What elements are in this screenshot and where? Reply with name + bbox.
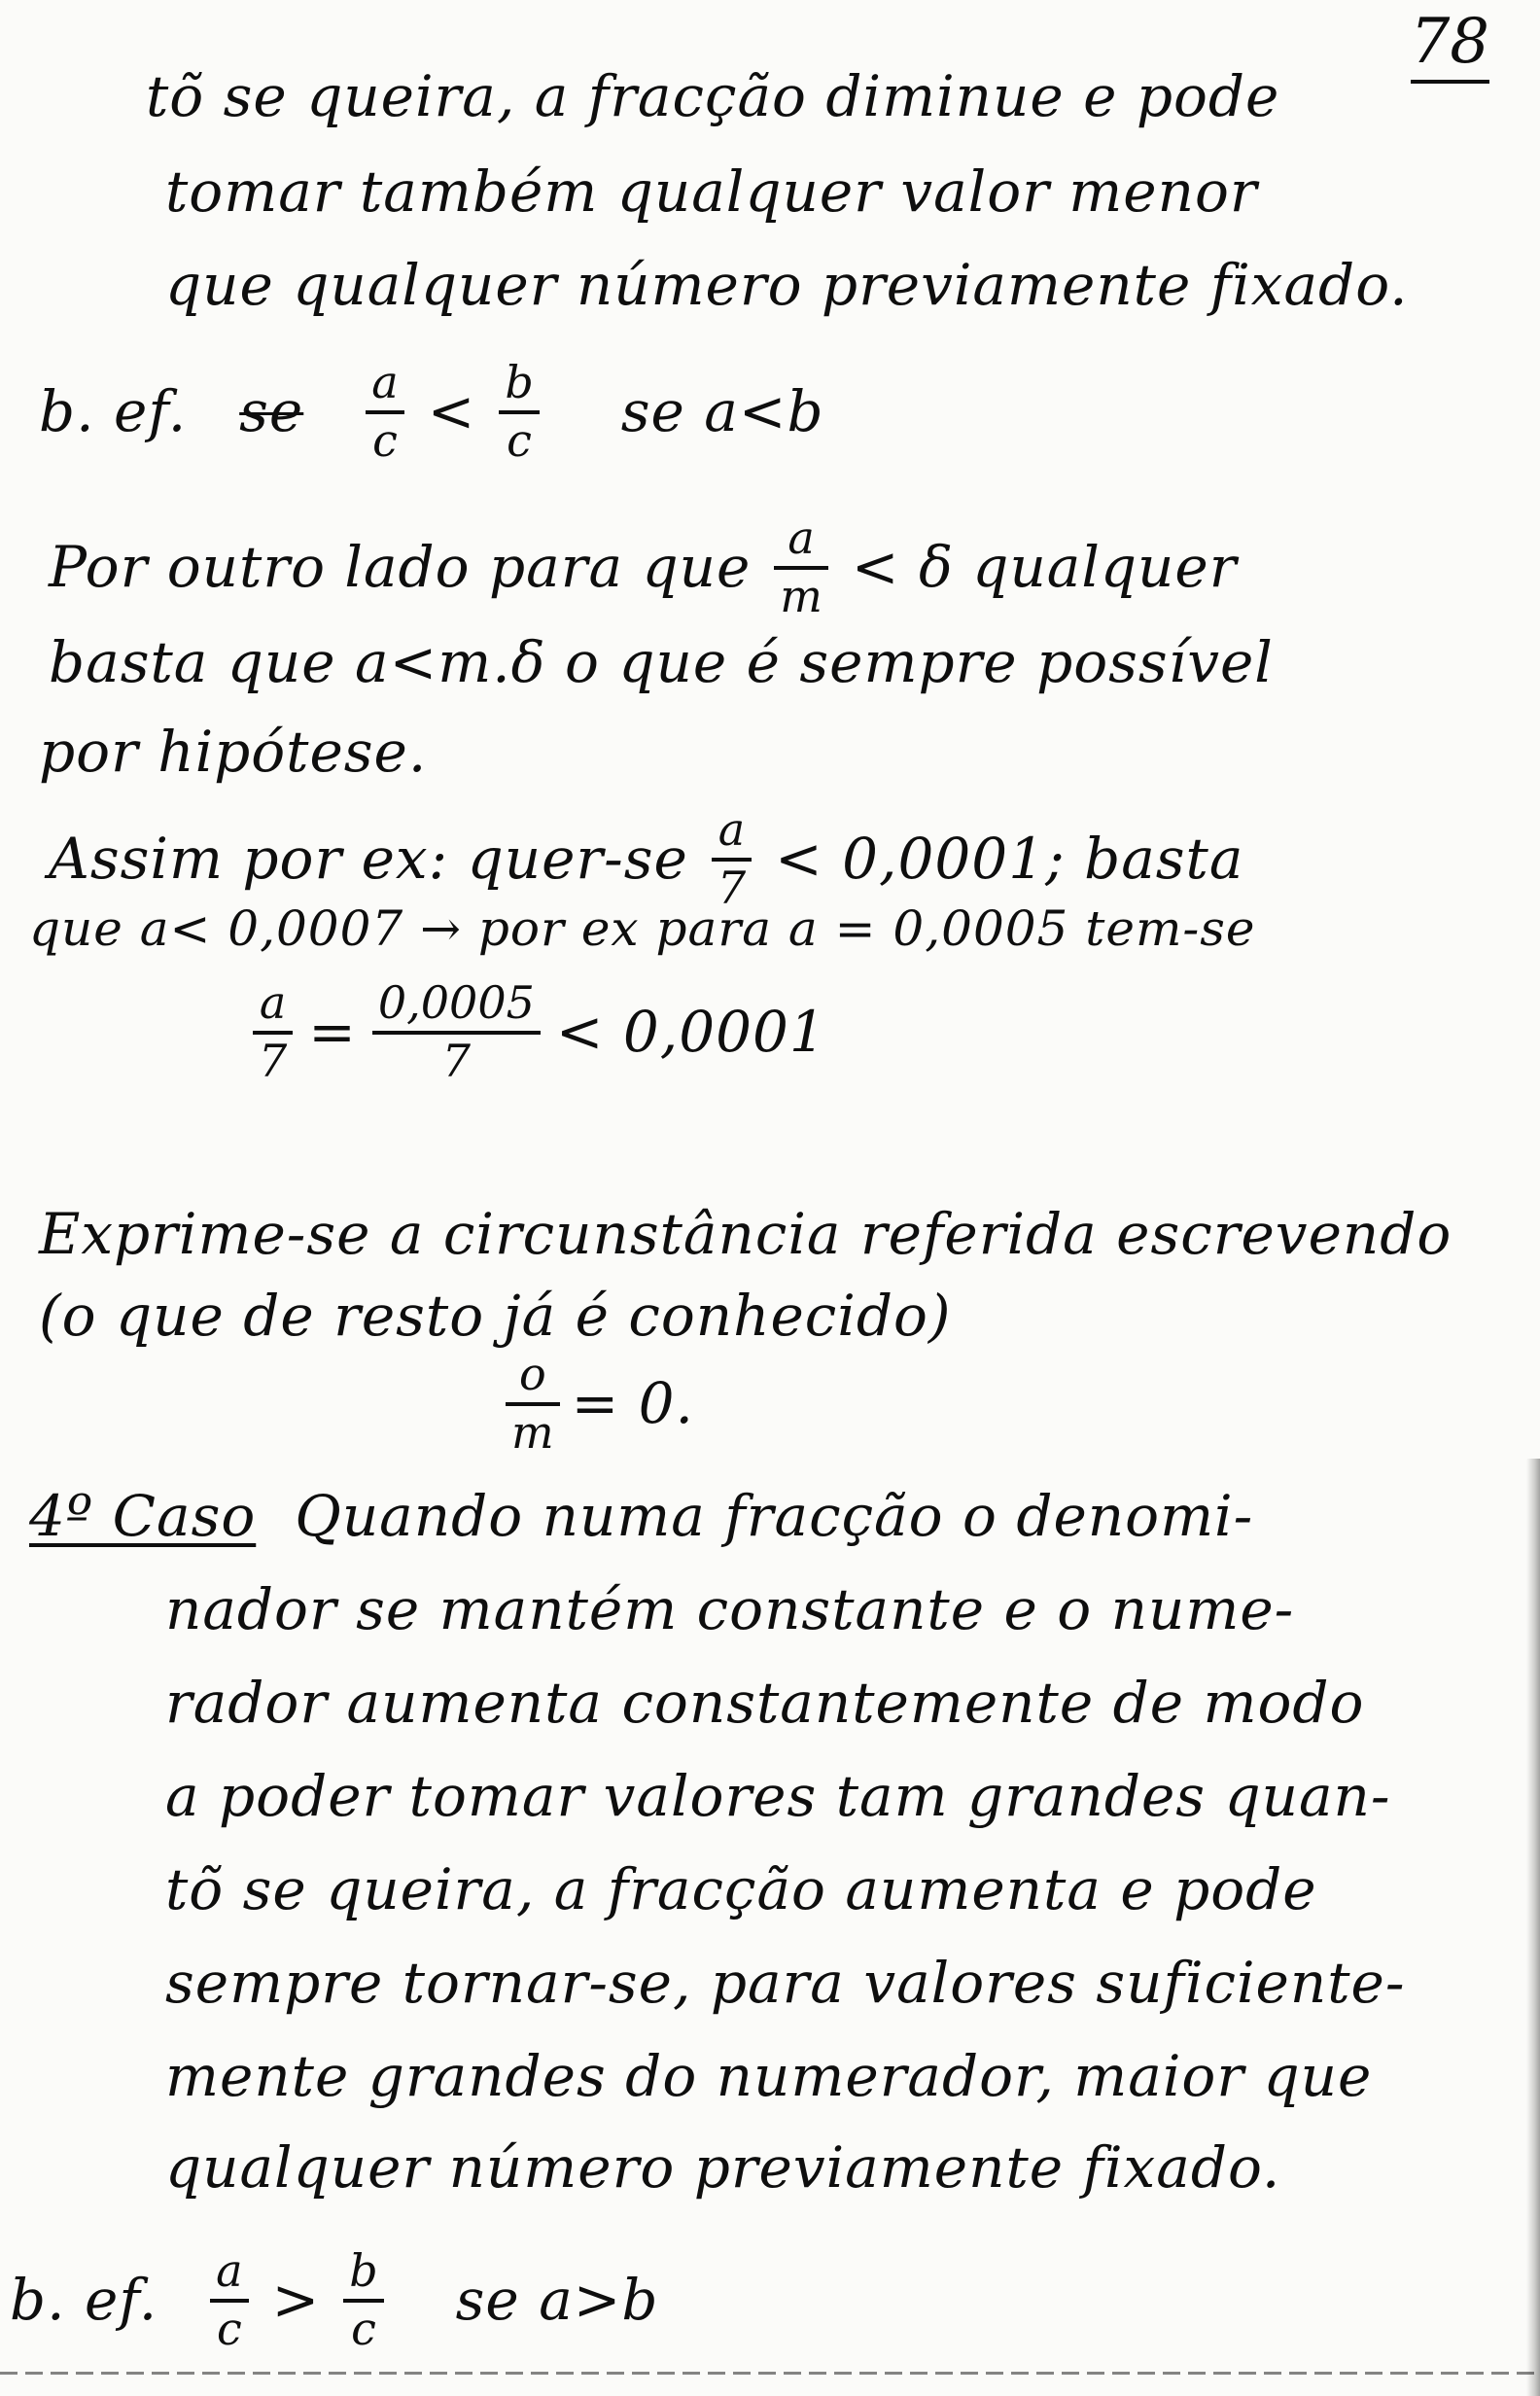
case-heading: 4º Caso bbox=[29, 1483, 257, 1549]
text-line-6: basta que a<m.δ o que é sempre possível bbox=[49, 629, 1274, 695]
text-line-7: por hipótese. bbox=[39, 719, 428, 785]
text-line-18: tõ se queira, a fracção aumenta e pode bbox=[165, 1856, 1317, 1922]
struck-word: se bbox=[239, 378, 304, 444]
text-line-12: (o que de resto já é conhecido) bbox=[39, 1283, 952, 1349]
scan-bottom-edge bbox=[0, 2372, 1540, 2375]
fraction-b-over-c-second: $\frac{b}{c}$ bbox=[343, 2248, 383, 2351]
fraction-b-over-c: $\frac{b}{c}$ bbox=[499, 360, 539, 463]
text-line-21: qualquer número previamente fixado. bbox=[165, 2134, 1281, 2201]
text-line-20: mente grandes do numerador, maior que bbox=[165, 2043, 1373, 2109]
example-line-2 bbox=[10, 2244, 659, 2355]
fraction-value-over-7: $\frac{0,0005}{7}$ bbox=[372, 980, 541, 1083]
example-prefix: b. ef. bbox=[39, 378, 188, 444]
fraction-a-over-7: $\frac{a}{7}$ bbox=[712, 807, 752, 910]
text-line-5: Por outro lado para que $\frac{a}{m}$ < δ qualquer bbox=[49, 511, 1238, 622]
example-line-1 bbox=[39, 356, 824, 467]
text-line-14: 4º Caso Quando numa fracção o denomi- bbox=[29, 1483, 1254, 1549]
fraction-o-over-m: $\frac{o}{m}$ bbox=[506, 1352, 560, 1455]
example-prefix-2: b. ef. bbox=[10, 2267, 158, 2333]
less-than-symbol: < bbox=[427, 378, 476, 444]
scan-edge-shadow bbox=[1526, 1459, 1540, 2396]
text-line-15: nador se mantém constante e o nume- bbox=[165, 1576, 1295, 1642]
text-line-2: tomar também qualquer valor menor bbox=[165, 159, 1258, 225]
page-number: 78 bbox=[1411, 6, 1489, 84]
text-line-1: tõ se queira, a fracção diminue e pode bbox=[146, 63, 1280, 129]
text-line-8: Assim por ex: quer-se $\frac{a}{7}$ < 0,0001; basta bbox=[49, 803, 1244, 914]
equation-line: $\frac{a}{7}$ = $\frac{0,0005}{7}$ < 0,0001 bbox=[253, 980, 826, 1083]
fraction-a-over-c-second: $\frac{a}{c}$ bbox=[210, 2248, 248, 2351]
limit-equation: $\frac{o}{m}$ = 0. bbox=[506, 1352, 694, 1455]
text-line-3: que qualquer número previamente fixado. bbox=[165, 252, 1409, 318]
text-line-17: a poder tomar valores tam grandes quan- bbox=[165, 1763, 1391, 1829]
text-line-9: que a< 0,0007 → por ex para a = 0,0005 tem-se bbox=[29, 900, 1256, 957]
fraction-a-over-c: $\frac{a}{c}$ bbox=[366, 360, 403, 463]
condition-text: se a<b bbox=[620, 378, 824, 444]
condition-text-2: se a>b bbox=[455, 2267, 659, 2333]
greater-than-symbol: > bbox=[271, 2267, 321, 2333]
text-line-19: sempre tornar-se, para valores suficiente- bbox=[165, 1950, 1406, 2016]
text-line-11: Exprime-se a circunstância referida escrevendo bbox=[39, 1201, 1452, 1267]
text-line-16: rador aumenta constantemente de modo bbox=[165, 1670, 1365, 1736]
fraction-a-over-m: $\frac{a}{m}$ bbox=[774, 515, 828, 618]
fraction-a-over-7-second: $\frac{a}{7}$ bbox=[253, 980, 293, 1083]
